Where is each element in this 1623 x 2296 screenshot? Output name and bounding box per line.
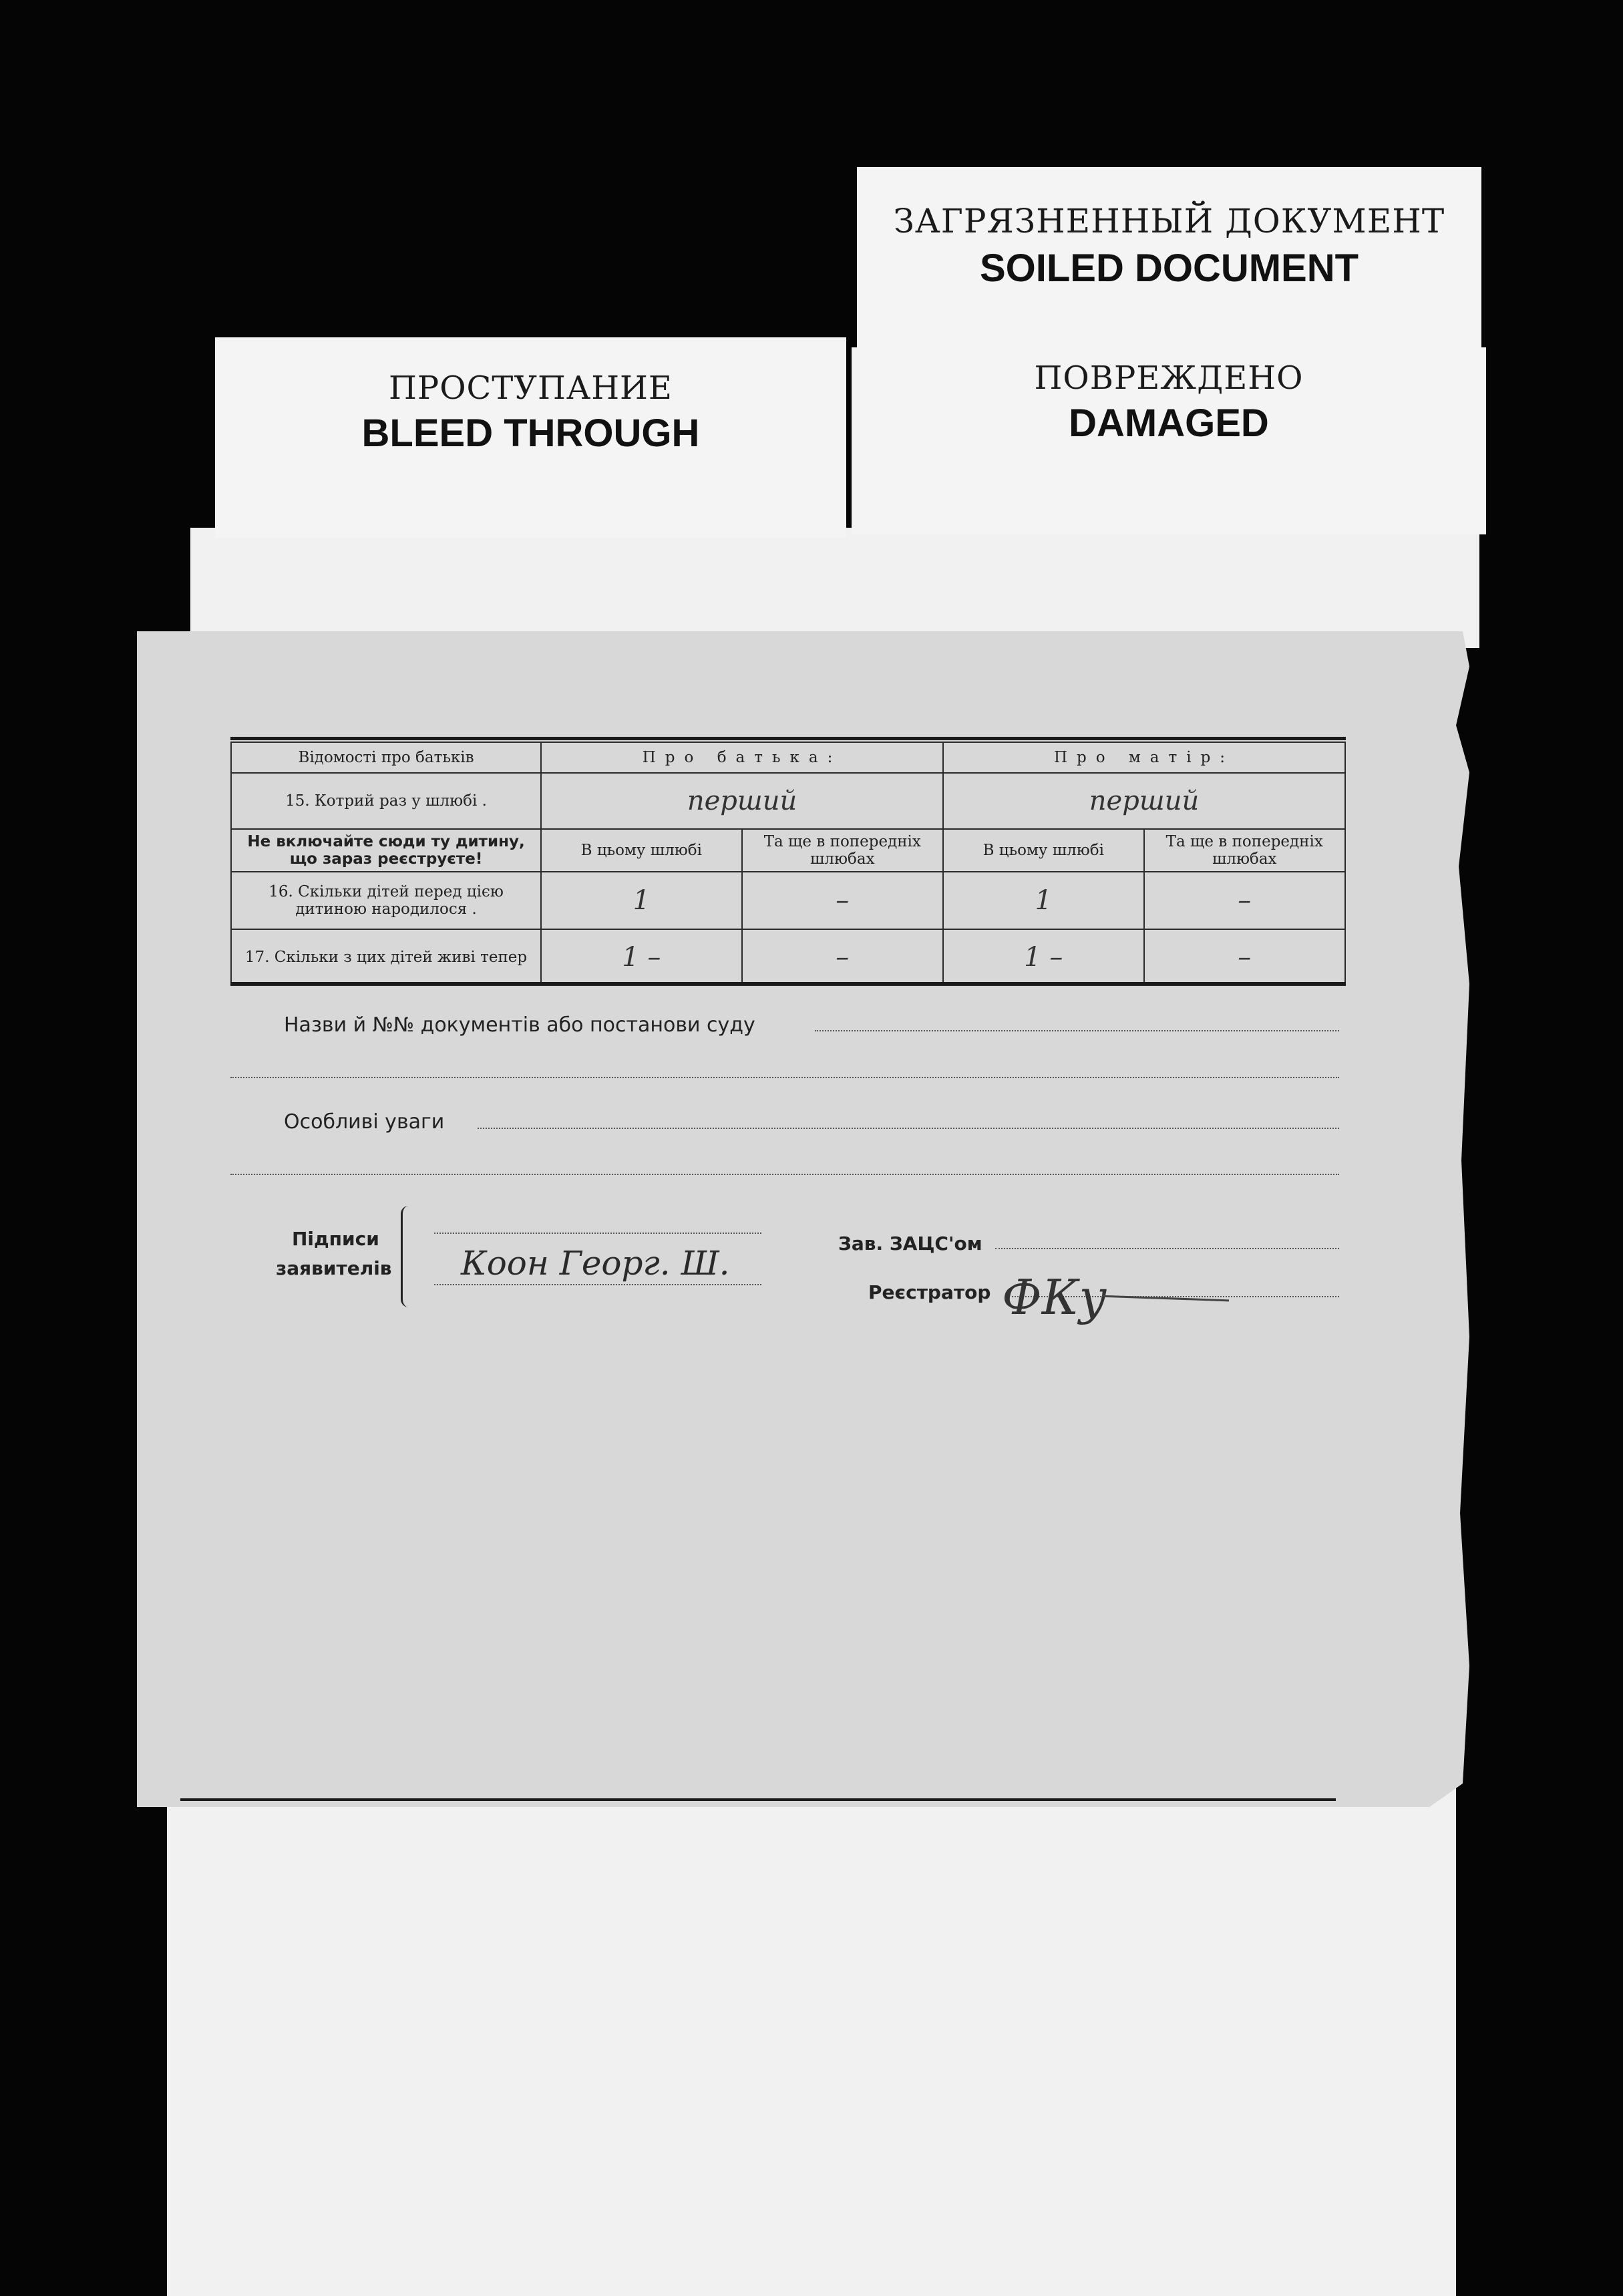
subheader-father-this: В цьому шлюбі (541, 829, 741, 872)
row17-mother-this: 1 – (943, 929, 1143, 985)
applicant-signature: Коон Георг. Ш. (461, 1244, 730, 1283)
row16-father-this: 1 (541, 872, 741, 929)
row15-label: 15. Котрий раз у шлюбі . (231, 773, 541, 829)
damaged-card-en: DAMAGED (1069, 401, 1269, 445)
damaged-card (852, 347, 1486, 534)
subheader-mother-this: В цьому шлюбі (943, 829, 1143, 872)
row16-mother-previous: – (1144, 872, 1346, 929)
subheader-father-previous: Та ще в попередніх шлюбах (742, 829, 943, 872)
row17-label: 17. Скільки з цих дітей живі тепер (231, 929, 541, 985)
remarks-line-2 (230, 1174, 1339, 1175)
soiled-card-en: SOILED DOCUMENT (979, 247, 1359, 290)
soiled-document-card (857, 167, 1481, 354)
soiled-card-ru: ЗАГРЯЗНЕННЫЙ ДОКУМЕНТ (893, 202, 1445, 240)
back-sheet (167, 1737, 1456, 2296)
bleed-card-ru: ПРОСТУПАНИЕ (389, 369, 673, 407)
row15-mother-value: перший (943, 773, 1345, 829)
signatures-brace (401, 1206, 413, 1307)
row16-father-previous: – (742, 872, 943, 929)
bleed-card-en: BLEED THROUGH (361, 412, 700, 455)
damaged-card-ru: ПОВРЕЖДЕНО (1034, 359, 1304, 397)
subheader-note: Не включайте сюди ту дитину, що зараз реєструєте! (231, 829, 541, 872)
signatures-label-line2: заявителів (276, 1257, 392, 1279)
header-parents-info: Відомості про батьків (231, 742, 541, 773)
header-mother: Про матір: (943, 742, 1345, 773)
remarks-line (478, 1128, 1339, 1129)
registrar-signature: ФКу (1002, 1269, 1107, 1325)
row16-mother-this: 1 (943, 872, 1143, 929)
head-line (995, 1248, 1339, 1249)
table-top-rule (230, 737, 1346, 740)
row17-father-previous: – (742, 929, 943, 985)
middle-sheet (190, 528, 1479, 648)
documents-line (815, 1030, 1339, 1031)
bleed-through-card (215, 337, 846, 538)
parents-info-table (230, 742, 1346, 986)
documents-label: Назви й №№ документів або постанови суду (284, 1013, 755, 1037)
remarks-label: Особливі уваги (284, 1110, 445, 1134)
row16-label: 16. Скільки дітей перед цією дитиною народилося . (231, 872, 541, 929)
head-label: Зав. ЗАЦС'ом (838, 1233, 982, 1255)
signature-line-2 (434, 1284, 761, 1285)
registrar-label: Реєстратор (868, 1281, 991, 1303)
row15-father-value: перший (541, 773, 943, 829)
header-father: Про батька: (541, 742, 943, 773)
signatures-label-line1: Підписи (292, 1228, 379, 1250)
row17-father-this: 1 – (541, 929, 741, 985)
form-bottom-rule (180, 1798, 1336, 1801)
documents-line-2 (230, 1077, 1339, 1078)
subheader-mother-previous: Та ще в попередніх шлюбах (1144, 829, 1346, 872)
table-bottom-rule (230, 982, 1346, 985)
signature-line-1 (434, 1233, 761, 1234)
row17-mother-previous: – (1144, 929, 1346, 985)
